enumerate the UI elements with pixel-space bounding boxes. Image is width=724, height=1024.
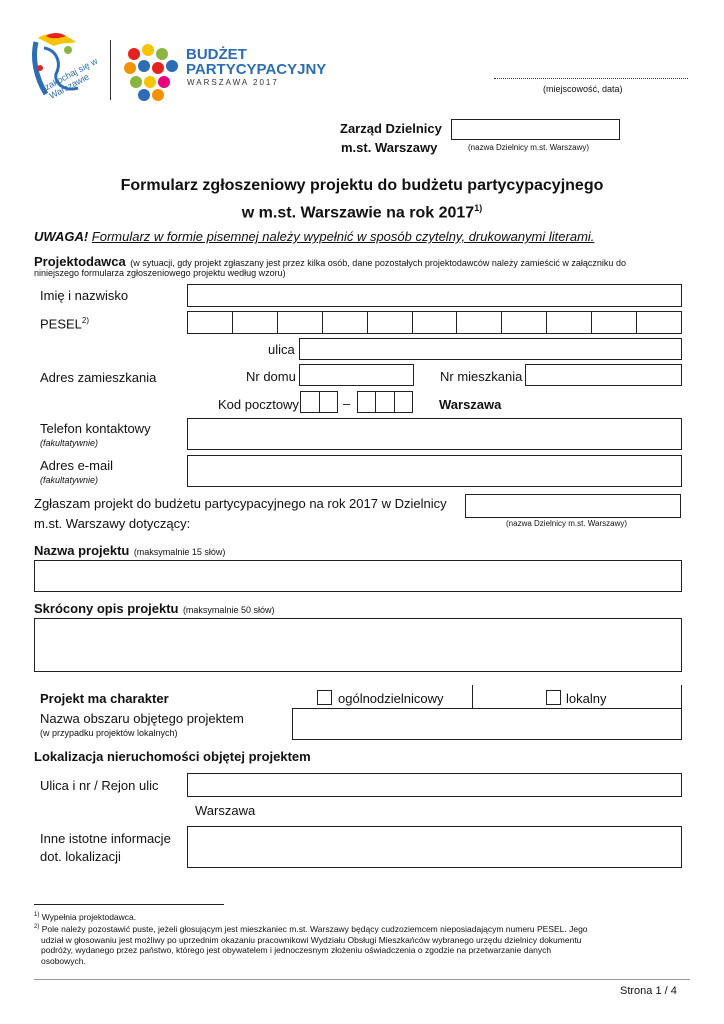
district-submit-line1: Zgłaszam projekt do budżetu partycypacyjnego na rok 2017 w Dzielnicy — [34, 496, 447, 511]
other-info-input[interactable] — [187, 826, 682, 868]
district-input[interactable] — [451, 119, 620, 140]
addressee-line1: Zarząd Dzielnicy — [340, 121, 442, 136]
project-name-input[interactable] — [34, 560, 682, 592]
title-line2: w m.st. Warszawie na rok 2017 — [241, 204, 475, 222]
page-number: Strona 1 / 4 — [620, 985, 677, 997]
footnotes — [34, 910, 690, 966]
page-title — [0, 175, 724, 224]
location-city: Warszawa — [195, 803, 256, 818]
area-note: (w przypadku projektów lokalnych) — [40, 728, 178, 738]
postcode-input-part1[interactable] — [300, 391, 338, 413]
area-label: Nazwa obszaru objętego projektem — [40, 711, 244, 726]
footnote-2-line3: podróży, wydanego przez państwo, którego jest obywatelem i jednoczesnym złożeniu oświadczenia o zgodzie na przetwarzanie danych — [41, 945, 552, 956]
logo-line3: WARSZAWA 2017 — [187, 78, 279, 87]
short-desc-heading-row — [34, 600, 274, 618]
district-hint: (nazwa Dzielnicy m.st. Warszawy) — [468, 143, 590, 152]
footnote-1 — [34, 910, 690, 922]
notice-text: Formularz w formie pisemnej należy wypełnić w sposób czytelny, drukowanymi literami. — [91, 229, 595, 244]
applicant-note-line1: (w sytuacji, gdy projekt zgłaszany jest przez kilka osób, dane pozostałych projektodawców należy zamieścić w załączniku do — [130, 258, 626, 268]
notice-prefix: UWAGA! — [34, 229, 89, 244]
location-street-input[interactable] — [187, 773, 682, 797]
project-district-hint: (nazwa Dzielnicy m.st. Warszawy) — [506, 519, 628, 528]
address-label: Adres zamieszkania — [40, 370, 157, 385]
place-date-hint: (miejscowość, data) — [543, 84, 623, 94]
house-number-label: Nr domu — [246, 369, 296, 384]
footnote-2-mark: 2) — [34, 924, 40, 931]
title-footnote-mark: 1) — [474, 203, 483, 213]
short-desc-input[interactable] — [34, 618, 682, 672]
location-heading: Lokalizacja nieruchomości objętej projektem — [34, 749, 311, 764]
title-line1: Formularz zgłoszeniowy projektu do budżetu partycypacyjnego — [120, 177, 604, 194]
email-input[interactable] — [187, 455, 682, 487]
applicant-heading: Projektodawca — [34, 254, 126, 269]
pesel-label-text: PESEL — [40, 316, 82, 332]
email-optional: (fakultatywnie) — [40, 475, 99, 485]
logo-left-text: zakochaj się w Warszawie — [42, 55, 100, 101]
project-name-heading-row — [34, 542, 225, 560]
footnote-1-mark: 1) — [34, 912, 40, 918]
logo-line2: PARTYCYPACYJNY — [186, 61, 327, 78]
project-name-note: (maksymalnie 15 słów) — [133, 547, 226, 557]
postcode-dash: – — [343, 396, 351, 411]
budzet-logo-mark — [120, 40, 182, 104]
other-info-line2: dot. lokalizacji — [40, 849, 121, 864]
option-district-wide-checkbox[interactable] — [317, 690, 332, 705]
pesel-label — [40, 316, 89, 331]
district-submit-line2: m.st. Warszawy dotyczący: — [34, 516, 191, 531]
project-district-input[interactable] — [465, 494, 681, 518]
other-info-line1: Inne istotne informacje — [40, 831, 171, 846]
phone-input[interactable] — [187, 418, 682, 450]
flat-number-input[interactable] — [525, 364, 682, 386]
short-desc-heading: Skrócony opis projektu — [34, 601, 179, 616]
house-number-input[interactable] — [299, 364, 414, 386]
option-district-wide-label: ogólnodzielnicowy — [338, 691, 444, 706]
logo-line1: BUDŻET — [186, 46, 247, 63]
phone-label: Telefon kontaktowy — [40, 421, 151, 436]
page-number-rule — [34, 979, 690, 980]
email-label: Adres e-mail — [40, 458, 113, 473]
pesel-footnote-mark: 2) — [81, 316, 90, 325]
street-input[interactable] — [299, 338, 682, 360]
street-label: ulica — [268, 342, 295, 357]
location-street-label: Ulica i nr / Rejon ulic — [40, 778, 159, 793]
city-text: Warszawa — [439, 397, 502, 412]
footnote-1-text: Wypełnia projektodawca. — [41, 911, 137, 922]
logo-divider — [110, 40, 111, 100]
postcode-label: Kod pocztowy — [218, 397, 299, 412]
option-local-label: lokalny — [566, 691, 607, 706]
flat-number-label: Nr mieszkania — [440, 369, 523, 384]
option-local-checkbox[interactable] — [546, 690, 561, 705]
applicant-note-line2: niniejszego formularza zgłoszeniowego projektu według wzoru) — [34, 268, 286, 278]
addressee-line2: m.st. Warszawy — [341, 140, 438, 155]
name-input[interactable] — [187, 284, 682, 307]
phone-optional: (fakultatywnie) — [40, 438, 99, 448]
postcode-input-part2[interactable] — [357, 391, 413, 413]
footnote-separator — [34, 904, 224, 905]
pesel-input[interactable] — [187, 311, 682, 334]
footnote-2-line4: osobowych. — [41, 955, 86, 966]
footnote-2 — [34, 922, 690, 934]
project-name-heading: Nazwa projektu — [34, 543, 130, 558]
warsaw-logo — [26, 28, 106, 112]
character-heading: Projekt ma charakter — [40, 691, 169, 706]
area-input[interactable] — [292, 708, 682, 740]
map-of-warsaw-icon — [120, 40, 182, 104]
notice — [34, 229, 594, 244]
name-label: Imię i nazwisko — [40, 288, 129, 303]
place-date-line — [494, 78, 688, 79]
footnote-2-line1: Pole należy pozostawić puste, jeżeli głosującym jest mieszkaniec m.st. Warszawy będący cudzoziemcem nieposiadającym numeru PESEL. Jego — [41, 924, 588, 935]
short-desc-note: (maksymalnie 50 słów) — [182, 605, 275, 615]
footnote-2-line2: udział w głosowaniu jest możliwy po uprzednim okazaniu pracownikowi Wydziału Obsługi Mieszkańców wybranego urzędu dzielnicy dokumentu — [41, 934, 582, 945]
title-line2-wrap — [0, 197, 724, 224]
